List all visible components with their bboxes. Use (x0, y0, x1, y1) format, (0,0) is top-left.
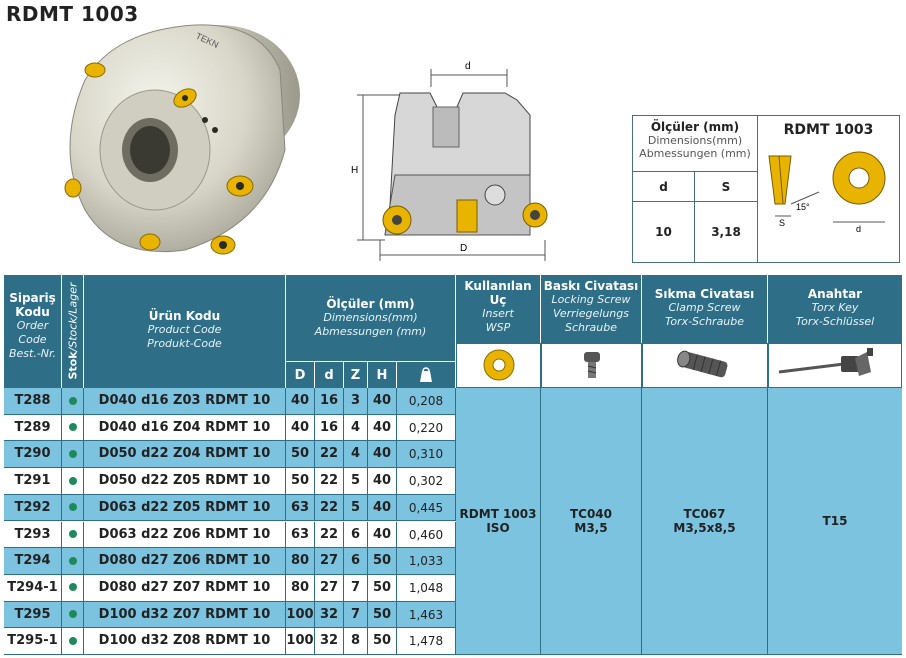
cell-product: D050 d22 Z05 RDMT 10 (84, 468, 286, 495)
cell-d: 16 (315, 415, 344, 442)
header-col-D: D (286, 361, 315, 388)
cell-h: 40 (368, 441, 397, 468)
cell-w: 1,033 (397, 548, 456, 575)
cell-product: D080 d27 Z06 RDMT 10 (84, 548, 286, 575)
cell-d: 16 (315, 388, 344, 415)
header-order-b1: Sipariş (9, 291, 56, 305)
cell-code: T289 (4, 415, 62, 442)
stock-indicator (62, 441, 84, 468)
weight-icon (419, 367, 433, 383)
cell-h: 40 (368, 468, 397, 495)
cell-product: D063 d22 Z05 RDMT 10 (84, 495, 286, 522)
header-product-i2: Produkt-Code (147, 337, 222, 350)
table-row (4, 388, 456, 415)
dims-box-col-d: d (633, 172, 695, 202)
cell-w: 0,445 (397, 495, 456, 522)
cell-d: 63 (286, 495, 315, 522)
in-stock-dot-icon (69, 477, 77, 485)
cell-product: D100 d32 Z08 RDMT 10 (84, 628, 286, 655)
cell-z: 7 (344, 602, 368, 629)
cell-d: 40 (286, 415, 315, 442)
drawing-D-label: D (460, 243, 468, 254)
header-clamp-i2: Torx-Schraube (664, 315, 745, 328)
header-dims-i1: Dimensions(mm) (323, 311, 418, 324)
insert-image-cell (456, 343, 541, 388)
cell-d: 80 (286, 575, 315, 602)
cell-product: D100 d32 Z07 RDMT 10 (84, 602, 286, 629)
in-stock-dot-icon (69, 530, 77, 538)
insert-sketch-s-label: S (779, 218, 786, 228)
cell-w: 1,478 (397, 628, 456, 655)
header-dims-b: Ölçüler (mm) (326, 297, 415, 311)
dims-box-insert-code: RDMT 1003 (783, 122, 874, 138)
header-col-d: d (315, 361, 344, 388)
header-key-i1: Torx Key (811, 301, 859, 314)
stock-indicator (62, 415, 84, 442)
cell-d: 32 (315, 628, 344, 655)
screw-icon (542, 344, 643, 387)
dims-box-val-d: 10 (633, 202, 695, 262)
cell-d: 80 (286, 548, 315, 575)
header-insert (456, 275, 541, 343)
stock-indicator (62, 468, 84, 495)
header-key-b: Anahtar (807, 287, 863, 301)
cell-product: D040 d16 Z04 RDMT 10 (84, 415, 286, 442)
header-product-i1: Product Code (147, 323, 222, 336)
cell-z: 7 (344, 575, 368, 602)
header-clamp-screw (642, 275, 768, 343)
cell-h: 50 (368, 602, 397, 629)
header-insert-i2: WSP (485, 321, 511, 334)
header-order-i1: Order (16, 319, 49, 332)
header-order-code (4, 275, 62, 388)
milling-cutter-image (45, 10, 305, 262)
in-stock-dot-icon (69, 450, 77, 458)
cell-z: 6 (344, 548, 368, 575)
header-key (768, 275, 902, 343)
cell-d: 32 (315, 602, 344, 629)
header-insert-b2: Uç (489, 293, 507, 307)
cell-z: 6 (344, 522, 368, 549)
stock-indicator (62, 522, 84, 549)
cell-w: 0,208 (397, 388, 456, 415)
header-key-i2: Torx-Schlüssel (795, 315, 875, 328)
header-locking-screw (541, 275, 642, 343)
cell-z: 5 (344, 468, 368, 495)
cell-d: 100 (286, 602, 315, 629)
cell-z: 3 (344, 388, 368, 415)
cell-d: 22 (315, 468, 344, 495)
cell-z: 4 (344, 441, 368, 468)
cell-d: 100 (286, 628, 315, 655)
header-stock (62, 275, 84, 388)
stock-indicator (62, 628, 84, 655)
page-title: RDMT 1003 (6, 2, 139, 26)
cell-product: D063 d22 Z06 RDMT 10 (84, 522, 286, 549)
merged-key-cell (768, 388, 902, 655)
in-stock-dot-icon (69, 557, 77, 565)
table-row (4, 495, 456, 522)
cutter-brand-text: TEKN (194, 30, 221, 50)
header-col-Z: Z (344, 361, 368, 388)
cell-h: 50 (368, 575, 397, 602)
table-row (4, 575, 456, 602)
header-dimensions (286, 275, 456, 361)
cell-code: T288 (4, 388, 62, 415)
table-row (4, 441, 456, 468)
insert-sketch (759, 144, 899, 262)
cell-product: D050 d22 Z04 RDMT 10 (84, 441, 286, 468)
stock-indicator (62, 495, 84, 522)
cell-code: T292 (4, 495, 62, 522)
cell-code: T290 (4, 441, 62, 468)
header-locking-i1: Locking Screw (551, 293, 631, 306)
insert-sketch-d-label: d (856, 224, 862, 234)
merged-locking-cell (541, 388, 642, 655)
table-row (4, 628, 456, 655)
cell-d: 40 (286, 388, 315, 415)
cell-h: 50 (368, 628, 397, 655)
in-stock-dot-icon (69, 637, 77, 645)
insert-dimensions-box (632, 115, 900, 263)
dims-box-sub2: Abmessungen (mm) (639, 147, 751, 160)
in-stock-dot-icon (69, 583, 77, 591)
header-clamp-b: Sıkma Civatası (654, 287, 755, 301)
insert-icon (457, 344, 542, 387)
cell-h: 40 (368, 522, 397, 549)
stock-indicator (62, 548, 84, 575)
cell-w: 0,310 (397, 441, 456, 468)
header-product-code (84, 275, 286, 388)
stock-indicator (62, 388, 84, 415)
cell-product: D040 d16 Z03 RDMT 10 (84, 388, 286, 415)
in-stock-dot-icon (69, 503, 77, 511)
table-row (4, 548, 456, 575)
header-stock-i: /Stock/Lager (66, 282, 79, 352)
merged-insert-cell (456, 388, 541, 655)
drawing-d-label: d (465, 61, 471, 72)
cell-product: D080 d27 Z07 RDMT 10 (84, 575, 286, 602)
merged-clamp-l1: TC067 (683, 507, 726, 521)
in-stock-dot-icon (69, 610, 77, 618)
cell-z: 8 (344, 628, 368, 655)
cell-w: 0,302 (397, 468, 456, 495)
header-locking-i3: Schraube (565, 321, 617, 334)
cell-w: 0,220 (397, 415, 456, 442)
table-row (4, 602, 456, 629)
cell-d: 27 (315, 575, 344, 602)
cell-d: 22 (315, 441, 344, 468)
dims-box-sub1: Dimensions(mm) (647, 134, 743, 147)
merged-insert-l1: RDMT 1003 (459, 507, 537, 521)
dims-box-val-s: 3,18 (695, 202, 758, 262)
header-product-b: Ürün Kodu (148, 309, 221, 323)
cell-code: T294 (4, 548, 62, 575)
header-dims-i2: Abmessungen (mm) (314, 325, 427, 338)
cell-code: T294-1 (4, 575, 62, 602)
cell-w: 1,463 (397, 602, 456, 629)
technical-drawing (345, 55, 560, 265)
merged-locking-l1: TC040 (569, 507, 613, 521)
table-row (4, 468, 456, 495)
header-col-weight (397, 361, 456, 388)
cell-h: 40 (368, 415, 397, 442)
header-locking-i2: Verriegelungs (553, 307, 629, 320)
insert-sketch-angle: 15° (796, 202, 810, 212)
merged-insert-l2: ISO (486, 521, 510, 535)
table-row (4, 522, 456, 549)
cell-w: 1,048 (397, 575, 456, 602)
table-row (4, 415, 456, 442)
cell-d: 63 (286, 522, 315, 549)
header-order-i3: Best.-Nr. (8, 347, 57, 360)
merged-clamp-l2: M3,5x8,5 (673, 521, 736, 535)
cell-code: T293 (4, 522, 62, 549)
header-stock-b: Stok (66, 351, 79, 380)
cell-code: T291 (4, 468, 62, 495)
cell-d: 22 (315, 522, 344, 549)
cell-d: 50 (286, 441, 315, 468)
header-order-b2: Kodu (15, 305, 50, 319)
header-col-H: H (368, 361, 397, 388)
locking-screw-image-cell (541, 343, 642, 388)
dims-box-title: Ölçüler (mm) (650, 120, 740, 134)
cell-d: 27 (315, 548, 344, 575)
cell-z: 5 (344, 495, 368, 522)
in-stock-dot-icon (69, 397, 77, 405)
header-clamp-i1: Clamp Screw (668, 301, 741, 314)
stock-indicator (62, 575, 84, 602)
cell-w: 0,460 (397, 522, 456, 549)
cell-z: 4 (344, 415, 368, 442)
cell-h: 50 (368, 548, 397, 575)
in-stock-dot-icon (69, 423, 77, 431)
cell-h: 40 (368, 495, 397, 522)
cell-d: 22 (315, 495, 344, 522)
cell-h: 40 (368, 388, 397, 415)
merged-key-l1: T15 (822, 514, 848, 528)
header-insert-i1: Insert (482, 307, 514, 320)
merged-locking-l2: M3,5 (574, 521, 608, 535)
header-locking-b: Baskı Civatası (543, 279, 639, 293)
cell-code: T295 (4, 602, 62, 629)
drawing-h-label: H (351, 165, 359, 176)
stock-indicator (62, 602, 84, 629)
cell-code: T295-1 (4, 628, 62, 655)
product-table (4, 275, 902, 655)
header-order-i2: Code (18, 333, 47, 346)
dims-box-header (633, 116, 758, 172)
header-insert-b1: Kullanılan (464, 279, 532, 293)
torx-key-icon (769, 344, 903, 387)
merged-clamp-cell (642, 388, 768, 655)
clamp-screw-image-cell (642, 343, 768, 388)
torx-key-image-cell (768, 343, 902, 388)
dims-box-col-s: S (695, 172, 758, 202)
cell-d: 50 (286, 468, 315, 495)
clamp-screw-icon (643, 344, 769, 387)
